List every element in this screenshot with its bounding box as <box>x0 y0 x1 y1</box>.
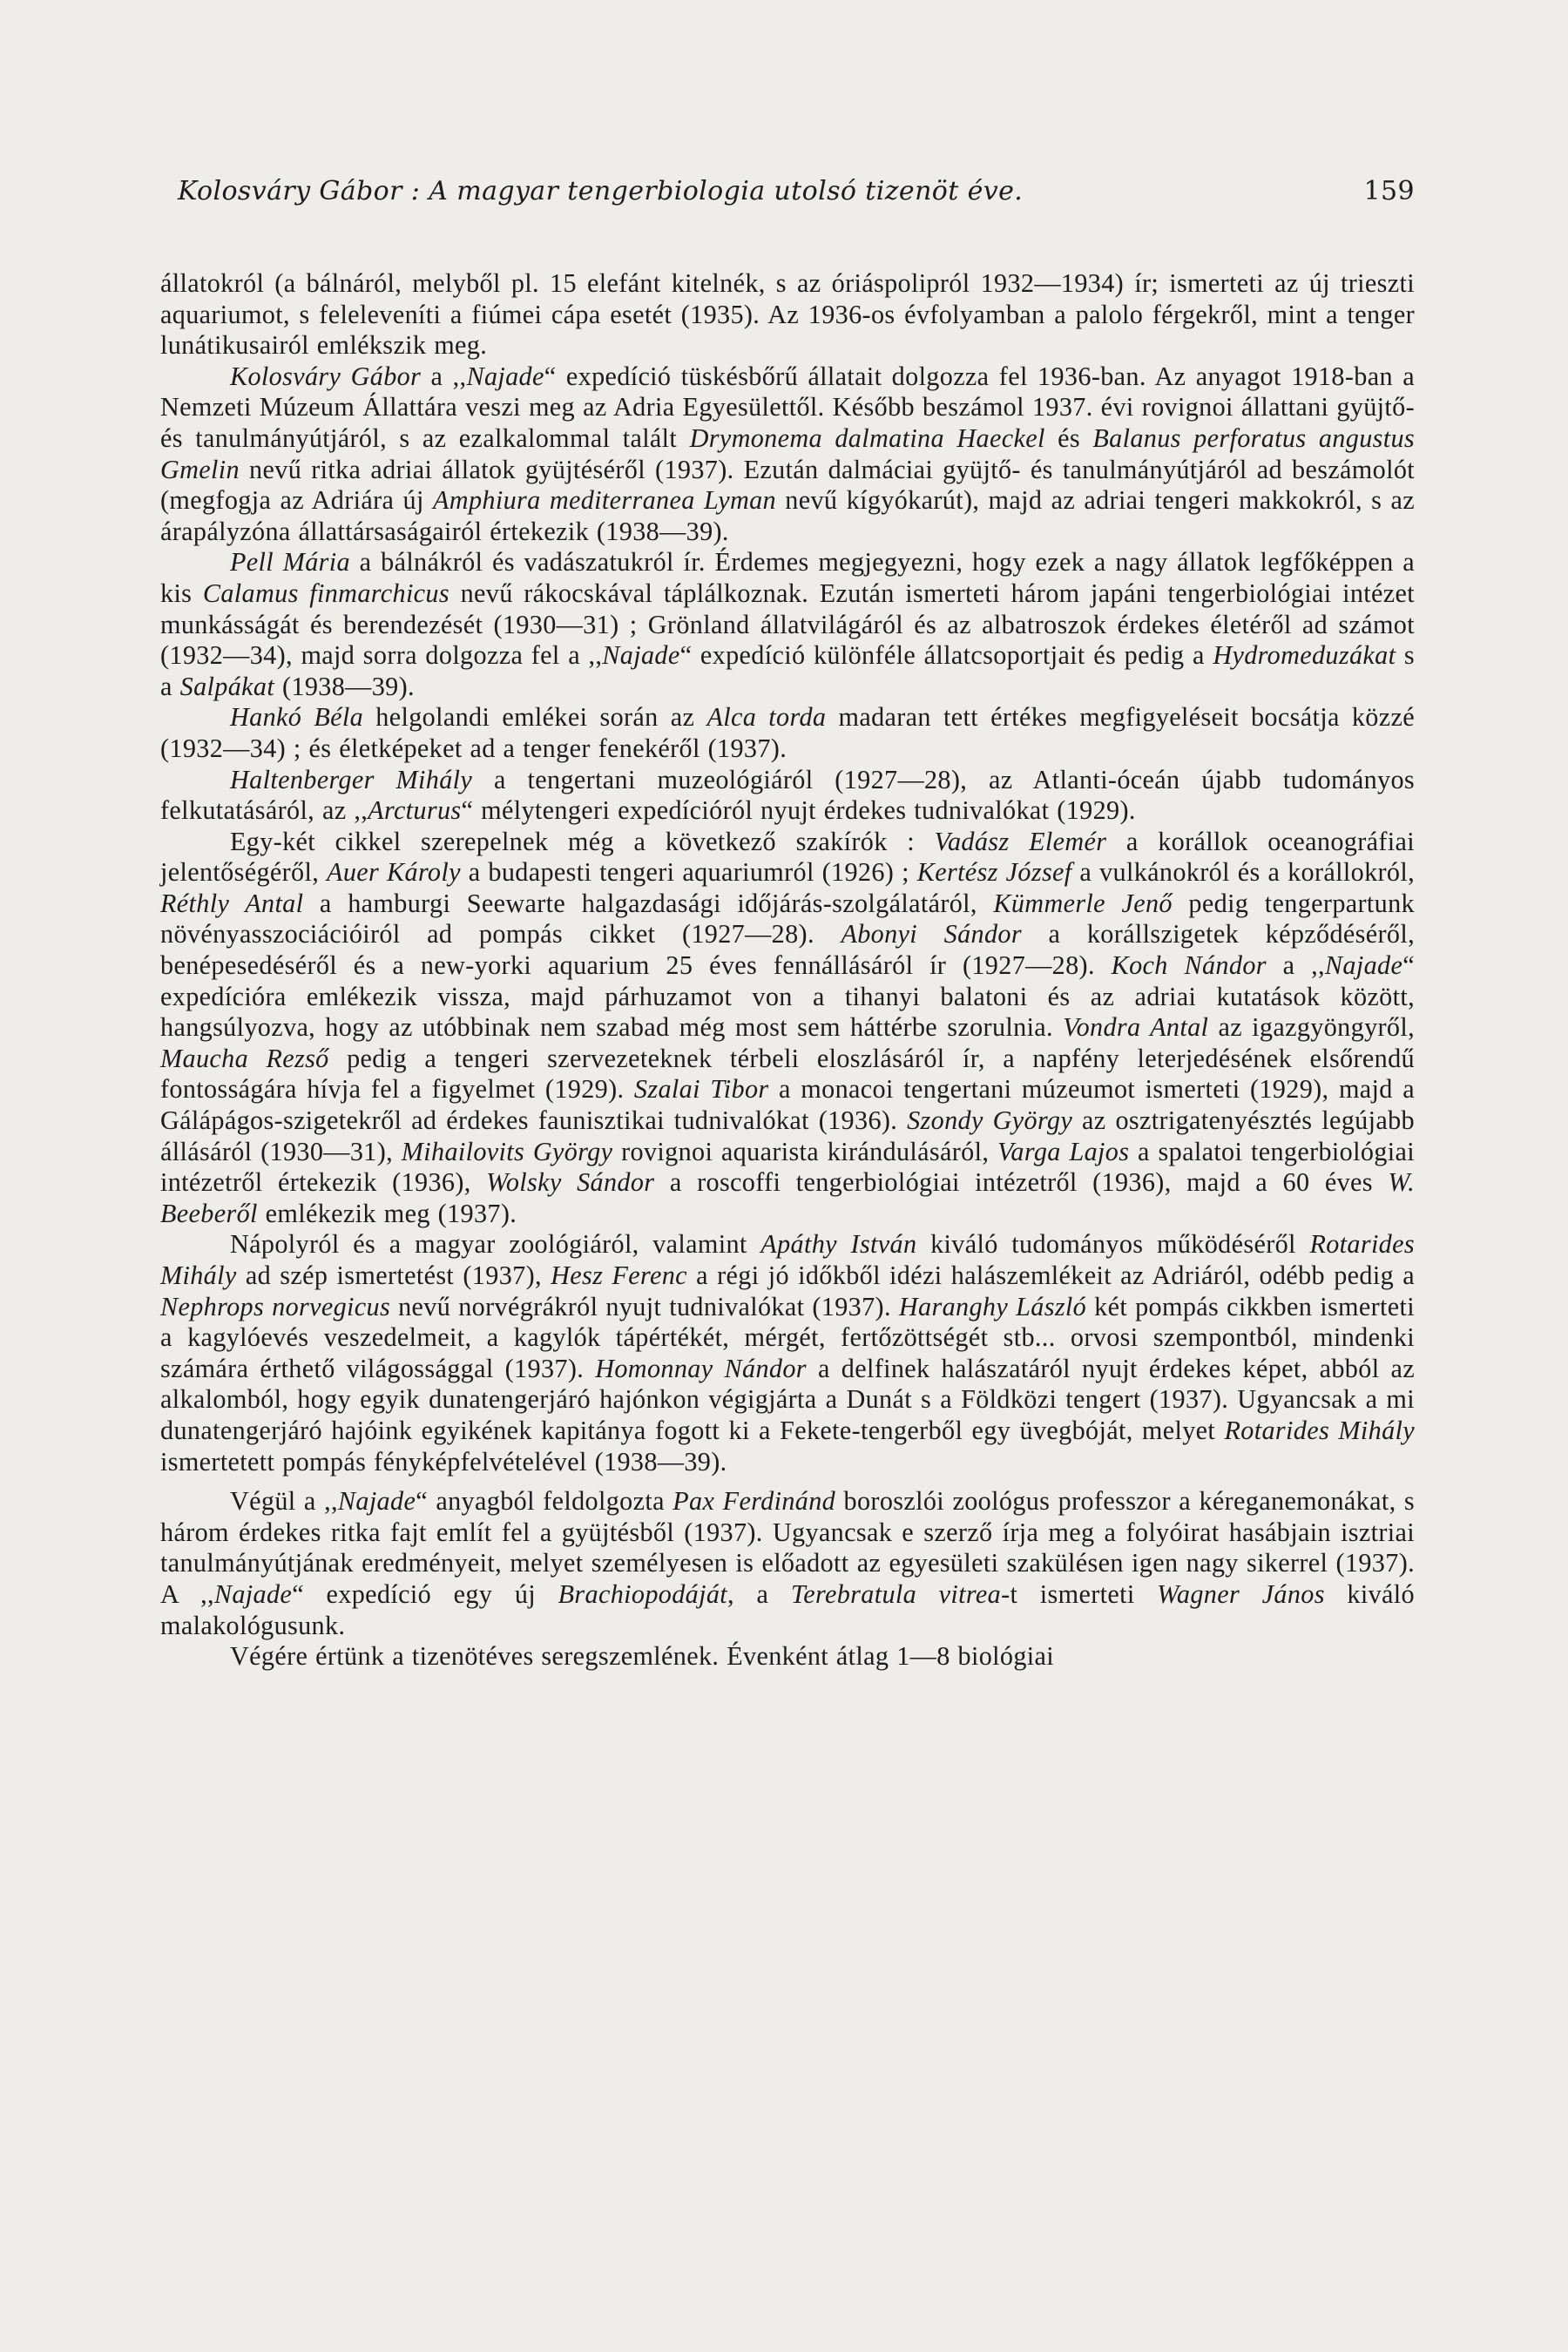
italic-term: Najade <box>213 1578 293 1609</box>
text-run: boroszlói zoológus professzor a kéreganemonákat, s három érdekes ritka fajt említ fel a gyüjtésből (1937). Ugyancsak e szerző írja meg a folyóirat hasábjain isztriai tanulmányútjának eredményeit, melyet személyesen is előadott az egyesületi szakülésen igen nagy sikerrel (1937). A ,, <box>160 1486 1415 1609</box>
italic-term: Kertész József <box>916 857 1072 888</box>
text-run: az igazgyöngyről, <box>1208 1012 1415 1043</box>
italic-term: Apáthy István <box>760 1229 917 1260</box>
text-run: a vulkánokról és a korállokról, <box>1071 857 1415 888</box>
text-run: állatokról (a bálnáról, melyből pl. 15 elefánt kitelnék, s az óriáspolipról 1932—1934) ír; ismerteti az új trieszti aquariumot, s feleleveníti a fiúmei cápa esetét (1935). Az 1936-os évfolyamban a palolo férgekről, mint a tenger lunátikusairól emlékszik meg. <box>160 268 1415 361</box>
text-run: ad szép ismertetést (1937), <box>236 1260 551 1290</box>
italic-term: Réthly Antal <box>160 888 304 918</box>
italic-term: Najade <box>337 1486 416 1517</box>
italic-term: Szondy György <box>907 1105 1073 1136</box>
running-head <box>160 174 1415 209</box>
italic-term: Najade <box>1324 950 1403 981</box>
text-run: a budapesti tengeri aquariumról (1926) ; <box>460 857 917 888</box>
text-run: pedig a tengeri szervezeteknek térbeli eloszlásáról ír, a napfény leterjedésének elsőrendű fontosságára hívja fel a figyelmet (1929). <box>160 1043 1415 1105</box>
text-run: a monacoi tengertani múzeumot ismerteti (1929), majd a Gálápágos-szigetekről ad érdekes faunisztikai tudnivalókat (1936). <box>160 1074 1415 1136</box>
text-run: “ expedícióra emlékezik vissza, majd párhuzamot von a tihanyi balatoni és az adriai kutatások között, hangsúlyozva, hogy az utóbbinak nem szabad még most sem háttérbe szorulnia. <box>160 950 1415 1043</box>
text-run: Végül a ,, <box>230 1486 338 1517</box>
italic-term: Amphiura mediterranea Lyman <box>433 485 776 516</box>
page-number: 159 <box>1363 176 1415 206</box>
text-run: a hamburgi Seewarte halgazdasági időjárás-szolgálatáról, <box>303 888 994 918</box>
text-run: nevű rákocskával táplálkoznak. Ezután ismerteti három japáni tengerbiológiai intézet munkásságát és berendezését (1930—31) ; Grönland állatvilágáról és az albatroszok érdekes életéről ad számot (1932—34), majd sorra dolgozza fel a ,, <box>160 578 1415 671</box>
italic-term: Szalai Tibor <box>633 1074 769 1105</box>
text-run: “ expedíció egy új <box>292 1578 558 1609</box>
italic-term: Najade <box>602 640 680 671</box>
text-run: Egy-két cikkel szerepelnek még a következő szakírók : <box>230 826 935 856</box>
text-run: “ anyagból feldolgozta <box>416 1486 673 1517</box>
text-run: ismertetett pompás fényképfelvételével (1938—39). <box>160 1446 727 1477</box>
text-run: az osztrigatenyésztés legújabb állásáról (1930—31), <box>160 1105 1415 1166</box>
text-run: , a <box>727 1578 791 1609</box>
italic-term: Koch Nándor <box>1111 950 1267 981</box>
text-run: pedig tengerpartunk növényasszociációiról ad pompás cikket (1927—28). <box>160 888 1415 950</box>
text-run: helgolandi emlékei során az <box>363 702 707 733</box>
italic-term: Haranghy László <box>898 1291 1087 1321</box>
italic-term: Salpákat <box>179 671 275 701</box>
text-run: a ,, <box>1266 950 1325 981</box>
text-run: és <box>1044 422 1093 453</box>
text-run: a roscoffi tengerbiológiai intézetről (1936), majd a 60 éves <box>654 1167 1389 1198</box>
italic-term: Pax Ferdinánd <box>672 1486 836 1517</box>
text-run: (1938—39). <box>274 671 415 701</box>
paragraph <box>160 1641 1415 1673</box>
paragraph <box>160 765 1415 827</box>
paragraph <box>160 362 1415 548</box>
text-run: nevű norvégrákról nyujt tudnivalókat (1937). <box>390 1291 899 1321</box>
italic-term: Drymonema dalmatina Haeckel <box>689 422 1045 453</box>
text-run: a régi jó időkből idézi halászemlékeit az Adriáról, odébb pedig a <box>686 1260 1416 1290</box>
italic-term: Nephrops norvegicus <box>160 1291 391 1321</box>
italic-term: Haltenberger Mihály <box>230 764 473 794</box>
italic-term: Rotarides Mihály <box>1224 1415 1415 1445</box>
text-run: madaran tett értékes megfigyeléseit bocsátja közzé (1932—34) ; és életképeket ad a tenger fenekéről (1937). <box>160 702 1415 763</box>
text-run: kiváló tudományos működéséről <box>916 1229 1310 1260</box>
text-run: a bálnákról és vadászatukról ír. Érdemes megjegyezni, hogy ezek a nagy állatok legfőképpen a kis <box>160 547 1415 608</box>
paragraph <box>160 1486 1415 1641</box>
text-run: Végére értünk a tizenötéves seregszemlének. Évenként átlag 1—8 biológiai <box>230 1641 1055 1672</box>
text-run: emlékezik meg (1937). <box>257 1198 517 1228</box>
italic-term: Hesz Ferenc <box>551 1260 687 1290</box>
italic-term: Rotarides Mihály <box>160 1229 1415 1290</box>
book-page <box>160 174 1415 2265</box>
italic-term: Balanus perforatus angustus Gmelin <box>160 422 1416 484</box>
text-run: a spalatoi tengerbiológiai intézetről értekezik (1936), <box>160 1136 1415 1198</box>
text-run: nevű ritka adriai állatok gyüjtéséről (1937). Ezután dalmáciai gyüjtő- és tanulmányútjáról ad beszámolót (megfogja az Adriára új <box>160 454 1415 516</box>
italic-term: Terebratula vitrea <box>790 1578 1002 1609</box>
italic-term: Wolsky Sándor <box>486 1167 655 1198</box>
italic-term: Alca torda <box>706 702 827 733</box>
italic-term: Mihailovits György <box>401 1136 613 1166</box>
text-run: a delfinek halászatáról nyujt érdekes képet, abból az alkalomból, hogy egyik dunatengerjáró hajónkon végigjárta a Dunát s a Földközi tengert (1937). Ugyancsak a mi dunatengerjáró hajóink egyikének kapitánya fogott ki a Fekete-tengerből egy üvegbóját, melyet <box>160 1353 1415 1445</box>
italic-term: Brachiopodáját <box>558 1578 728 1609</box>
paragraph <box>160 702 1415 764</box>
text-run: “ expedíció különféle állatcsoportjait és pedig a <box>679 640 1213 671</box>
text-run: “ mélytengeri expedícióról nyujt érdekes tudnivalókat (1929). <box>461 795 1136 826</box>
italic-term: Pell Mária <box>230 547 350 578</box>
text-run: s a <box>160 640 1415 701</box>
text-run: a ,, <box>421 361 467 391</box>
italic-term: Vadász Elemér <box>934 826 1107 856</box>
text-run: a tengertani muzeológiáról (1927—28), az Atlanti-óceán újabb tudományos felkutatásáról, az ,, <box>160 764 1415 826</box>
text-run: Nápolyról és a magyar zoológiáról, valamint <box>230 1229 761 1260</box>
text-run: -t ismerteti <box>1001 1578 1158 1609</box>
italic-term: Hydromeduzákat <box>1213 640 1396 671</box>
text-run: a korállszigetek képződéséről, benépesedéséről és a new-yorki aquarium 25 éves fennállásáról ír (1927—28). <box>160 919 1415 981</box>
paragraph <box>160 1229 1415 1477</box>
italic-term: Varga Lajos <box>997 1136 1130 1166</box>
italic-term: Vondra Antal <box>1063 1012 1209 1043</box>
italic-term: W. Beeberől <box>160 1167 1415 1228</box>
italic-term: Hankó Béla <box>230 702 364 733</box>
text-run: kiváló malakológusunk. <box>160 1578 1415 1640</box>
italic-term: Abonyi Sándor <box>841 919 1022 950</box>
text-run: a korállok oceanográfiai jelentőségéről, <box>160 826 1416 888</box>
italic-term: Wagner János <box>1157 1578 1325 1609</box>
italic-term: Auer Károly <box>327 857 461 888</box>
italic-term: Kümmerle Jenő <box>993 888 1173 918</box>
italic-term: Maucha Rezső <box>160 1043 329 1073</box>
italic-term: Najade <box>466 361 544 391</box>
text-run: rovignoi aquarista kirándulásáról, <box>612 1136 997 1166</box>
italic-term: Homonnay Nándor <box>595 1353 807 1383</box>
italic-term: Arcturus <box>368 795 462 826</box>
paragraph <box>160 268 1415 362</box>
article-body <box>160 268 1415 1673</box>
text-run: “ expedíció tüskésbőrű állatait dolgozza fel 1936-ban. Az anyagot 1918-ban a Nemzeti Múzeum Állattára veszi meg az Adria Egyesülettől. Később beszámol 1937. évi rovignoi állattani gyüjtő- és tanulmányútjáról, s az ezalkalommal talált <box>160 361 1415 453</box>
text-run: két pompás cikkben ismerteti a kagylóevés veszedelmeit, a kagylók tápértékét, mérgét, fertőzöttségét stb... orvosi szempontból, mindenki számára érthető világossággal (1937). <box>160 1291 1415 1383</box>
italic-term: Calamus finmarchicus <box>202 578 449 608</box>
paragraph <box>160 547 1415 702</box>
paragraph <box>160 827 1415 1230</box>
italic-term: Kolosváry Gábor <box>230 361 422 391</box>
text-run: nevű kígyókarút), majd az adriai tengeri makkokról, s az árapályzóna állattársaságairól értekezik (1938—39). <box>160 485 1416 546</box>
running-title: Kolosváry Gábor : A magyar tengerbiologia utolsó tizenöt éve. <box>178 176 1024 206</box>
